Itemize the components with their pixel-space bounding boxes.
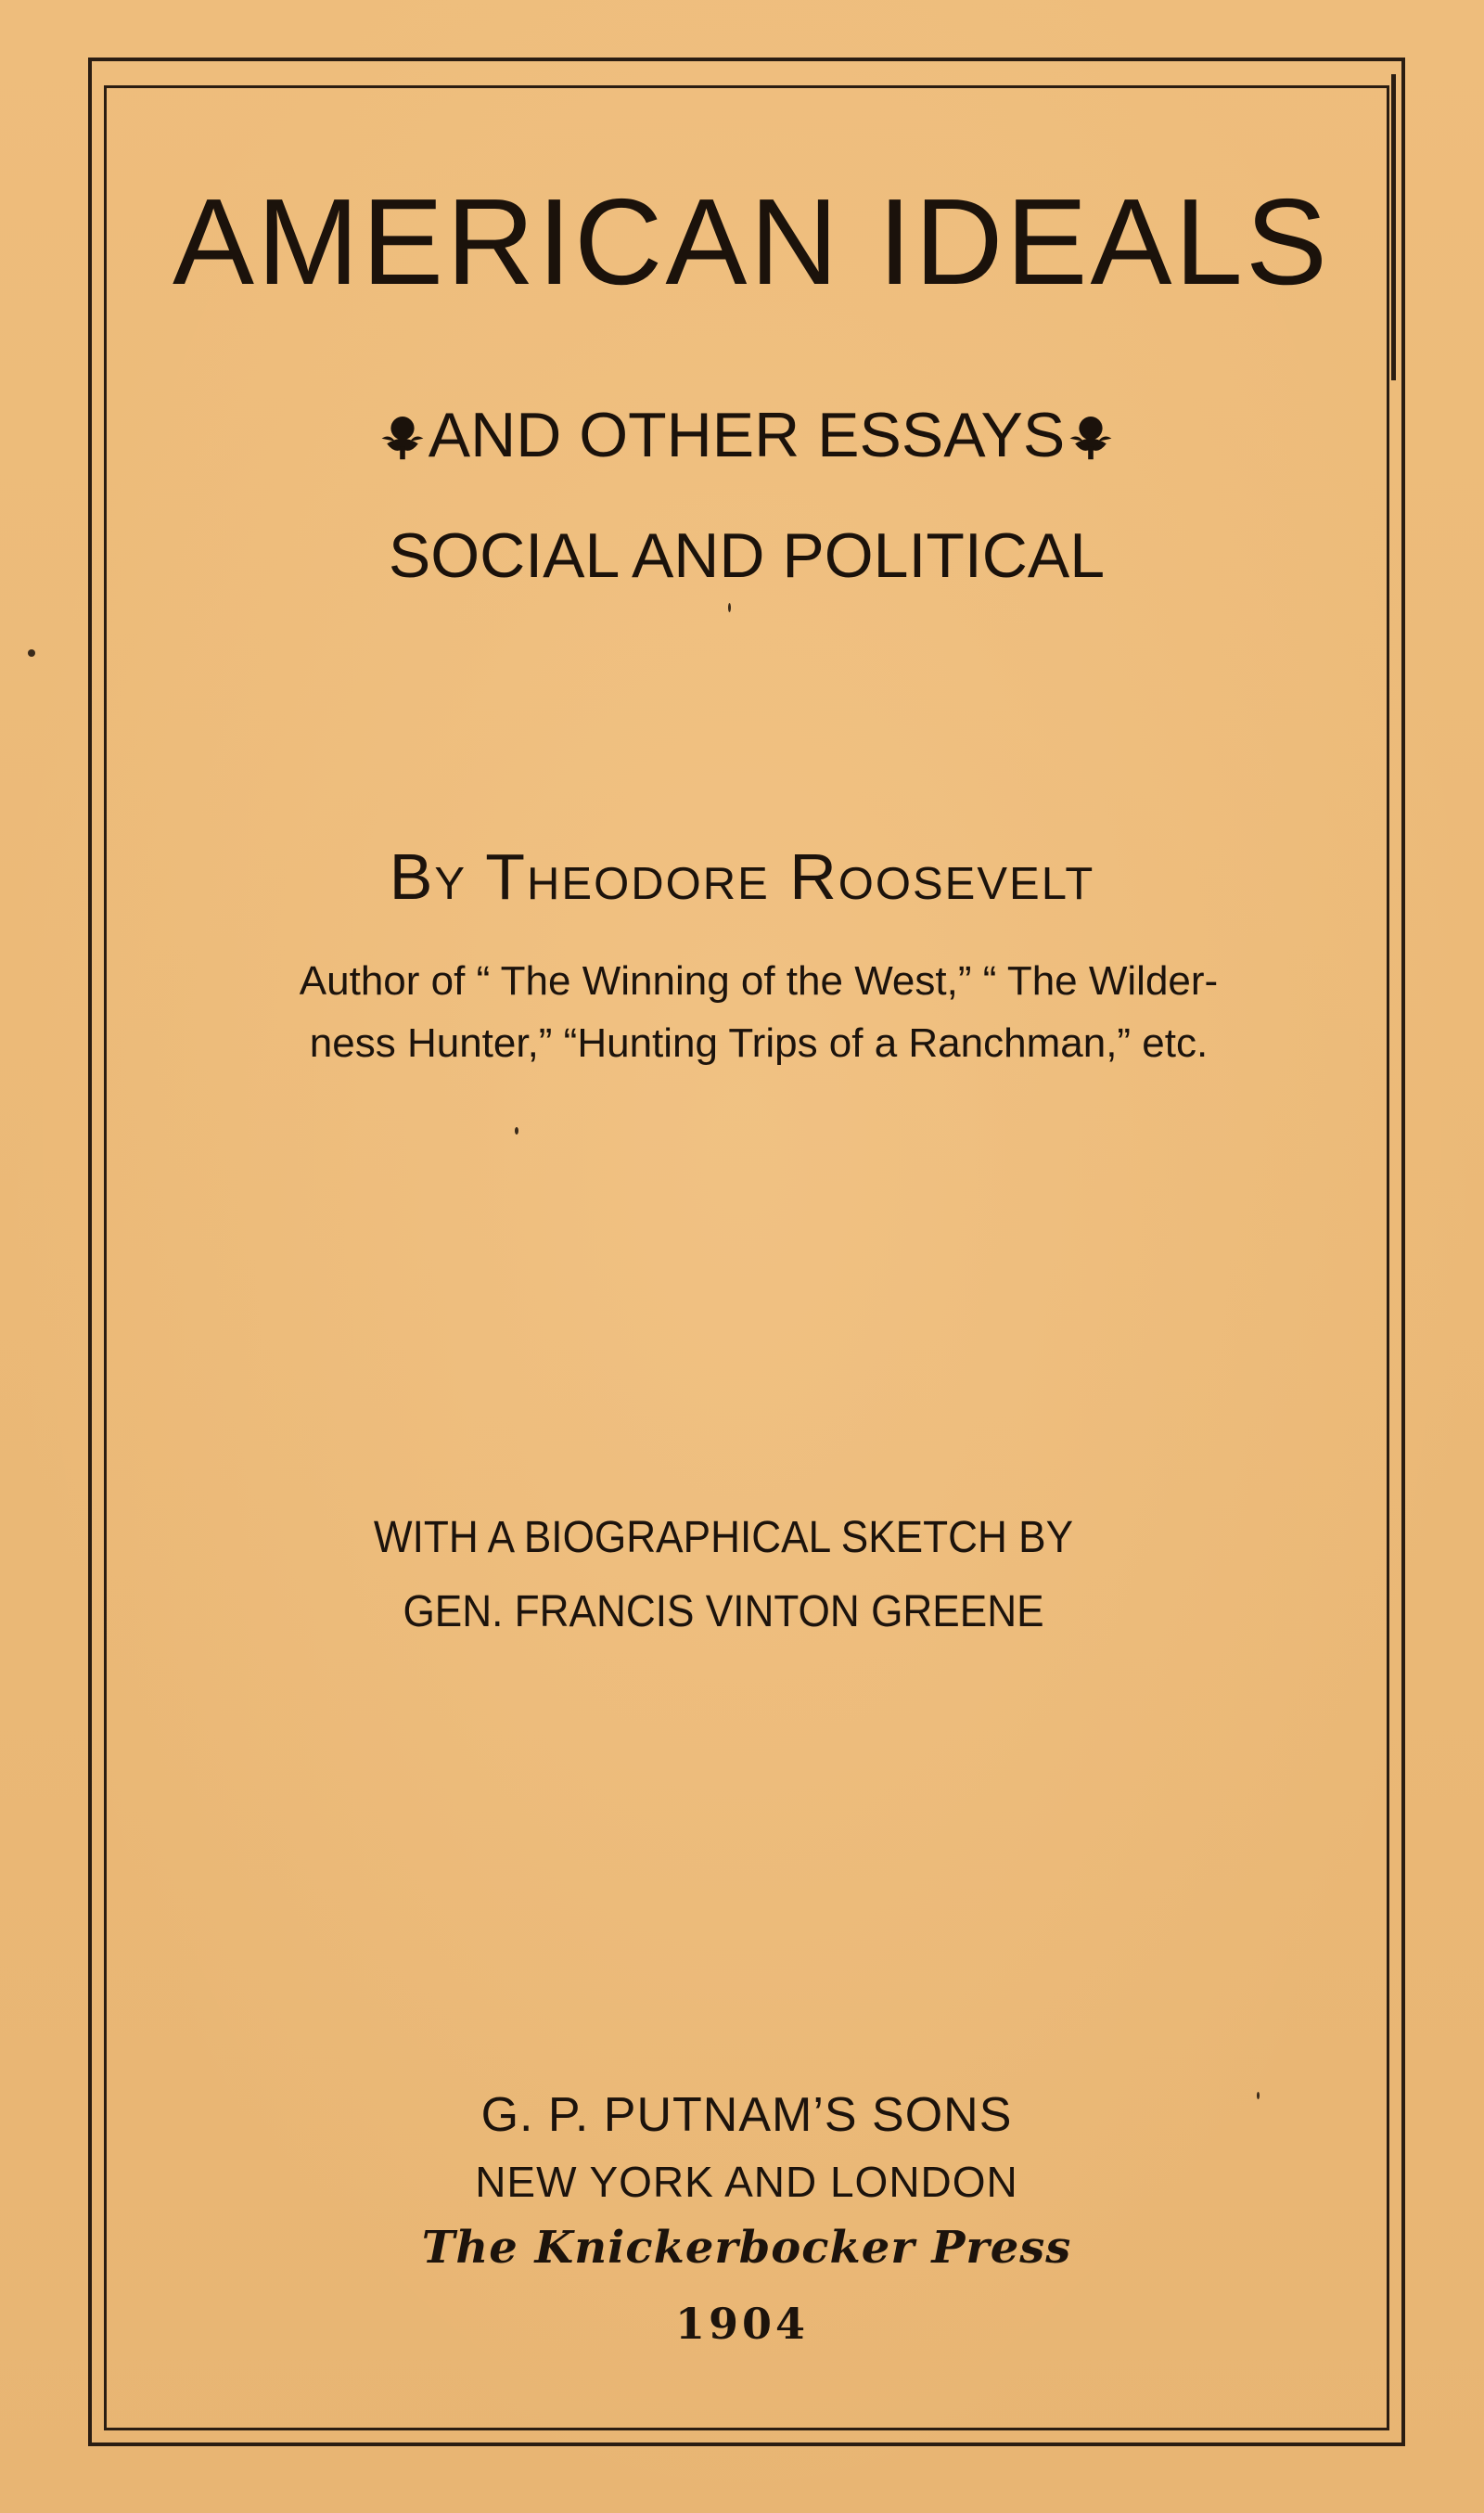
paper-speck [515,1127,518,1135]
rose-ornament-icon [1065,410,1117,462]
publisher-location: NEW YORK AND LONDON [475,2158,1018,2206]
author-of-line-1: Author of “ The Winning of the West,” “ The Wilder- [299,958,1219,1004]
paper-speck [728,603,731,612]
publisher-name: G. P. PUTNAM’S SONS [480,2088,1013,2142]
paper-speck [28,649,35,657]
subtitle-line-1 [5,399,1484,471]
author-of-line-2: ness Hunter,” “Hunting Trips of a Ranchman,” etc. [309,1020,1209,1066]
publication-year: 1904 [674,2299,810,2349]
sketch-line-2: GEN. FRANCIS VINTON GREENE [403,1587,1044,1636]
rose-ornament-icon [377,410,429,462]
sketch-line-1: WITH A BIOGRAPHICAL SKETCH BY [373,1513,1074,1562]
press-name: The Knickerbocker Press [421,2222,1072,2274]
author-byline: By Theodore Roosevelt [389,840,1095,913]
subtitle-text-1: AND OTHER ESSAYS [428,400,1066,470]
paper-speck [1257,2092,1260,2099]
book-title: AMERICAN IDEALS [173,173,1330,310]
subtitle-line-2: SOCIAL AND POLITICAL [388,520,1106,591]
